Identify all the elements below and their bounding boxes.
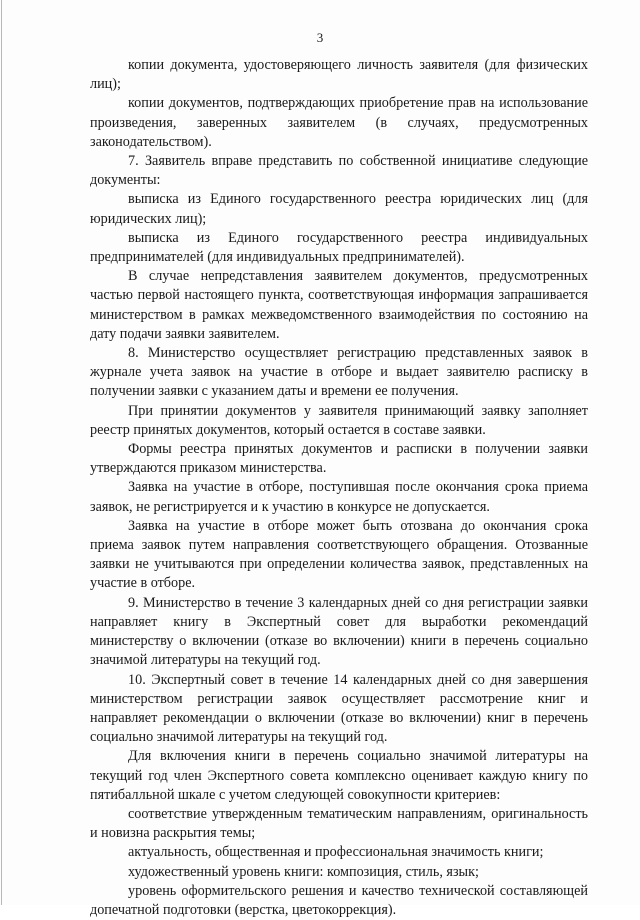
paragraph: художественный уровень книги: композиция, стиль, язык;	[128, 863, 479, 880]
paragraph: выписка из Единого государственного реестра индивидуальных предпринимателей (для индивидуальных предпринимателей).	[90, 229, 588, 266]
paragraph: копии документов, подтверждающих приобретение прав на использование произведения, заверенных заявителем (в случаях, предусмотренных законодательством).	[90, 95, 588, 150]
paragraph: 10. Экспертный совет в течение 14 календарных дней со дня завершения министерством регистрации заявок осуществляет рассмотрение книг и направляет рекомендации о включении (отказе во включении) книг в перечень социально значимой литературы на текущий год.	[90, 671, 588, 746]
page-number: 3	[316, 30, 324, 45]
paragraph: Формы реестра принятых документов и расписки в получении заявки утверждаются приказом министерства.	[90, 441, 588, 477]
paragraph: соответствие утвержденным тематическим направлениям, оригинальность и новизна раскрытия темы;	[90, 805, 588, 842]
paragraph: копии документа, удостоверяющего личность заявителя (для физических лиц);	[90, 57, 588, 93]
scan-edge-line	[1, 0, 2, 905]
paragraph: актуальность, общественная и профессиональная значимость книги;	[128, 844, 544, 861]
paragraph: 9. Министерство в течение 3 календарных дней со дня регистрации заявки направляет книгу в Экспертный совет для выработки рекомендаций министерству о включении (отказе во включении) книги в перечень социально значимой литературы на текущий год.	[90, 594, 588, 669]
paragraph: В случае непредставления заявителем документов, предусмотренных частью первой настоящего пункта, соответствующая информация запрашивается министерством в рамках межведомственного взаимодействия по состоянию на дату подачи заявки заявителем.	[90, 268, 588, 342]
paragraph: 8. Министерство осуществляет регистрацию представленных заявок в журнале учета заявок на участие в отборе и выдает заявителю расписку в получении заявки с указанием даты и времени ее получения.	[90, 345, 588, 400]
paragraph: 7. Заявитель вправе представить по собственной инициативе следующие документы:	[90, 153, 588, 189]
paragraph: Заявка на участие в отборе может быть отозвана до окончания срока приема заявок путем направления соответствующего обращения. Отозванные заявки не учитываются при определении количества заявок, представленных на участие в отборе.	[90, 517, 588, 592]
paragraph: Для включения книги в перечень социально значимой литературы на текущий год член Экспертного совета комплексно оценивает каждую книгу по пятибалльной шкале с учетом следующей совокупности критериев:	[90, 748, 588, 803]
paragraph: При принятии документов у заявителя принимающий заявку заполняет реестр принятых документов, который остается в составе заявки.	[90, 402, 588, 438]
paragraph: уровень оформительского решения и качество технической составляющей допечатной подготовки (верстка, цветокоррекция).	[90, 882, 588, 918]
paragraph: Заявка на участие в отборе, поступившая после окончания срока приема заявок, не регистрируется и к участию в конкурсе не допускается.	[90, 479, 588, 515]
paragraph: выписка из Единого государственного реестра юридических лиц (для юридических лиц);	[90, 191, 588, 227]
document-body	[90, 56, 588, 920]
